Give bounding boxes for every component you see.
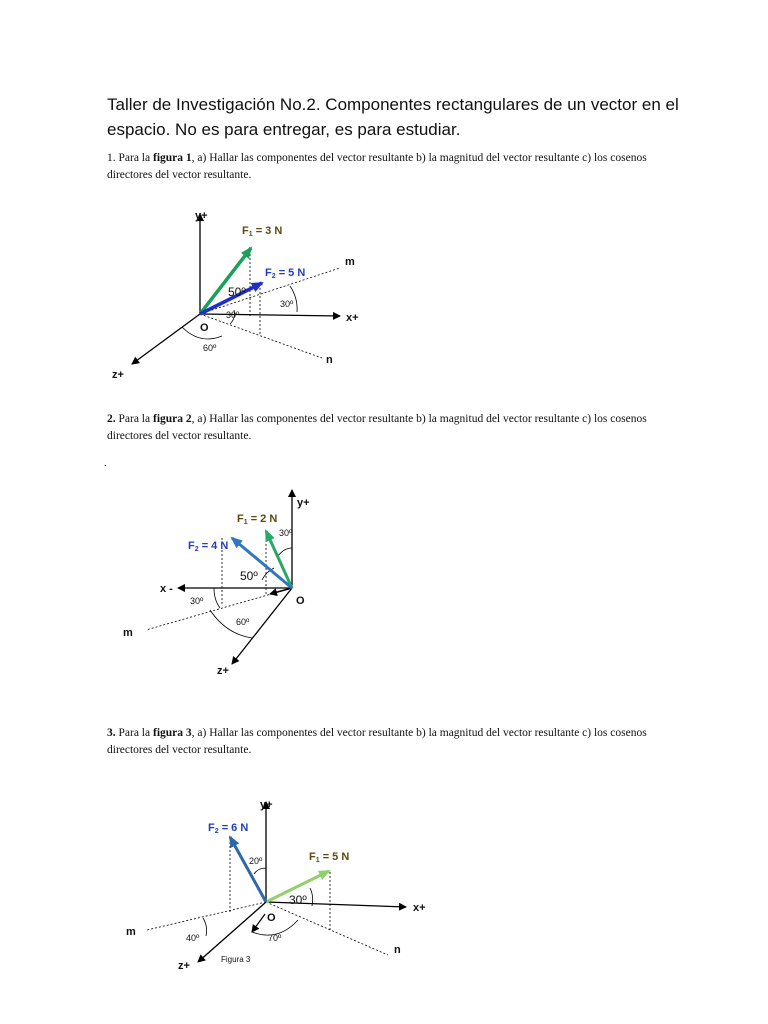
problem-2-number: 2. [107,413,116,425]
fig2-angle-30-left: 30º [190,596,204,606]
fig1-angle-60: 60º [203,343,217,353]
fig3-y-label: y+ [260,799,273,811]
fig2-angle-30-top: 30º [279,528,293,538]
figure-3 [126,799,426,972]
fig2-origin-label: O [296,595,305,607]
fig1-angle-30-inner: 30º [226,310,240,320]
fig2-arc-30-top [278,548,292,556]
fig3-z-axis [198,902,266,962]
problem-3-rest: , a) Hallar las componentes del vector resultante b) la magnitud del vector resultante c) los cosenos directores del vector resultante. [107,727,647,756]
fig2-arc-30-left [214,588,220,608]
fig2-y-label: y+ [297,497,310,509]
fig2-x-label: x - [160,583,173,595]
problem-3-lead: Para la [118,727,151,739]
fig3-caption: Figura 3 [221,955,251,964]
fig3-angle-30: 30º [289,893,307,907]
problem-2-rest: , a) Hallar las componentes del vector resultante b) la magnitud del vector resultante c) los cosenos directores del vector resultante. [107,413,647,442]
problem-1-rest: , a) Hallar las componentes del vector resultante b) la magnitud del vector resultante c) los cosenos directores del vector resultante. [107,152,647,181]
fig3-m-label: m [126,926,136,938]
fig3-angle-20: 20º [249,856,263,866]
problem-1-number: 1. [107,152,116,164]
fig1-x-axis [200,314,340,316]
fig3-x-label: x+ [413,902,426,914]
fig1-y-label: y+ [195,210,208,222]
fig3-f2-arrow [230,837,266,902]
fig1-n-label: n [326,354,333,366]
problem-1-figure-ref: figura 1 [152,152,192,164]
fig3-z-label: z+ [178,960,190,972]
problem-1-lead: Para la [118,152,151,164]
separator-dot: . [104,458,107,469]
fig2-f1-arrow [266,531,292,588]
fig1-m-label: m [345,256,355,268]
fig1-f1-arrow [200,248,251,314]
fig1-x-label: x+ [346,312,359,324]
fig2-f1-label: F1 = 2 N [237,513,278,526]
figure-2 [123,490,310,677]
fig3-arc-40 [203,918,207,936]
figure-1 [112,210,359,381]
fig3-line-n [266,902,388,955]
problem-2-lead: Para la [118,413,151,425]
fig1-origin-label: O [200,322,209,334]
fig1-line-n [200,314,322,358]
fig3-n-label: n [394,944,401,956]
fig1-z-axis [132,314,200,364]
fig2-angle-60: 60º [236,617,250,627]
fig2-angle-50: 50º [240,569,258,583]
fig3-small-arrow [252,914,265,932]
problem-3-figure-ref: figura 3 [152,727,192,739]
fig3-x-axis [266,902,406,907]
fig1-f2-label: F2 = 5 N [265,267,306,280]
fig3-f1-label: F1 = 5 N [309,851,350,864]
fig2-m-label: m [123,627,133,639]
fig3-f2-label: F2 = 6 N [208,822,249,835]
fig3-angle-40: 40º [186,933,200,943]
problem-2-figure-ref: figura 2 [152,413,192,425]
fig1-z-label: z+ [112,369,124,381]
fig2-z-label: z+ [217,665,229,677]
fig1-f1-label: F1 = 3 N [242,225,283,238]
fig2-f2-label: F2 = 4 N [188,540,229,553]
fig3-angle-70: 70º [268,933,282,943]
document-title: Taller de Investigación No.2. Componentes rectangulares de un vector en el espacio. No es para entregar, es para estudiar. [107,95,679,139]
fig3-arc-20 [254,868,266,874]
fig3-origin-label: O [267,912,276,924]
problem-3-number: 3. [107,727,116,739]
fig1-angle-30-outer: 30º [280,299,294,309]
fig1-angle-50: 50º [228,285,246,299]
